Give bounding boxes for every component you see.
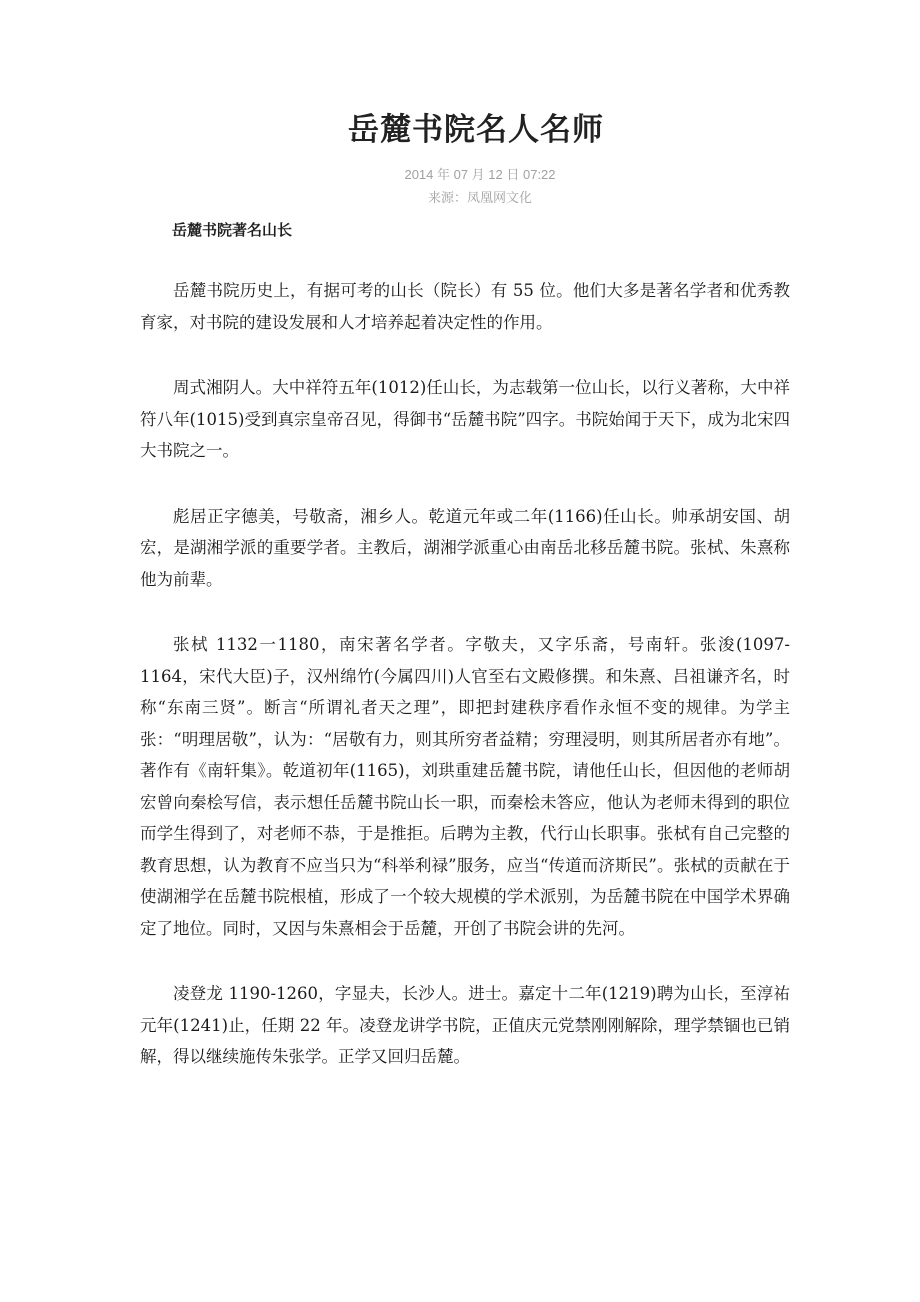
paragraph-intro: 岳麓书院历史上，有据可考的山长（院长）有 55 位。他们大多是著名学者和优秀教育家，对书院的建设发展和人才培养起着决定性的作用。 [140, 281, 790, 332]
paragraph-ling-denglong: 凌登龙 1190-1260，字显夫，长沙人。进士。嘉定十二年(1219)聘为山长，至淳祐元年(1241)止，任期 22 年。凌登龙讲学书院，正值庆元党禁刚刚解除，理学禁锢也已销解，得以继续施传朱张学。正学又回归岳麓。 [140, 984, 790, 1066]
article [140, 108, 790, 1073]
publish-date: 2014 年 07 月 12 日 07:22 [404, 167, 556, 182]
paragraph-zhou-shi: 周式湘阴人。大中祥符五年(1012)任山长，为志载第一位山长，以行义著称，大中祥符八年(1015)受到真宗皇帝召见，得御书“岳麓书院”四字。书院始闻于天下，成为北宋四大书院之一。 [140, 378, 790, 460]
article-title: 岳麓书院名人名师 [348, 112, 604, 148]
article-source: 来源：凤凰网文化 [427, 190, 532, 205]
paragraph-zhang-shi: 张栻 1132一1180，南宋著名学者。字敬夫，又字乐斋，号南轩。张浚(1097-1164，宋代大臣)子，汉州绵竹(今属四川)人官至右文殿修撰。和朱熹、吕祖谦齐名，时称“东南三贤”。断言“所谓礼者天之理”，即把封建秩序看作永恒不变的规律。为学主张：“明理居敬”，认为：“居敬有力，则其所穷者益精；穷理浸明，则其所居者亦有地”。著作有《南轩集》。乾道初年(1165)，刘珙重建岳麓书院，请他任山长，但因他的老师胡宏曾向秦桧写信，表示想任岳麓书院山长一职，而秦桧未答应，他认为老师未得到的职位而学生得到了，对老师不恭，于是推拒。后聘为主教，代行山长职事。张栻有自己完整的教育思想，认为教育不应当只为“科举利禄”服务，应当“传道而济斯民”。张栻的贡献在于使湖湘学在岳麓书院根植，形成了一个较大规模的学术派别，为岳麓书院在中国学术界确定了地位。同时，又因与朱熹相会于岳麓，开创了书院会讲的先河。 [140, 635, 790, 938]
paragraph-biao-juzheng: 彪居正字德美，号敬斋，湘乡人。乾道元年或二年(1166)任山长。帅承胡安国、胡宏，是湖湘学派的重要学者。主教后，湖湘学派重心由南岳北移岳麓书院。张栻、朱熹称他为前辈。 [140, 506, 790, 589]
section-heading: 岳麓书院著名山长 [172, 221, 293, 239]
